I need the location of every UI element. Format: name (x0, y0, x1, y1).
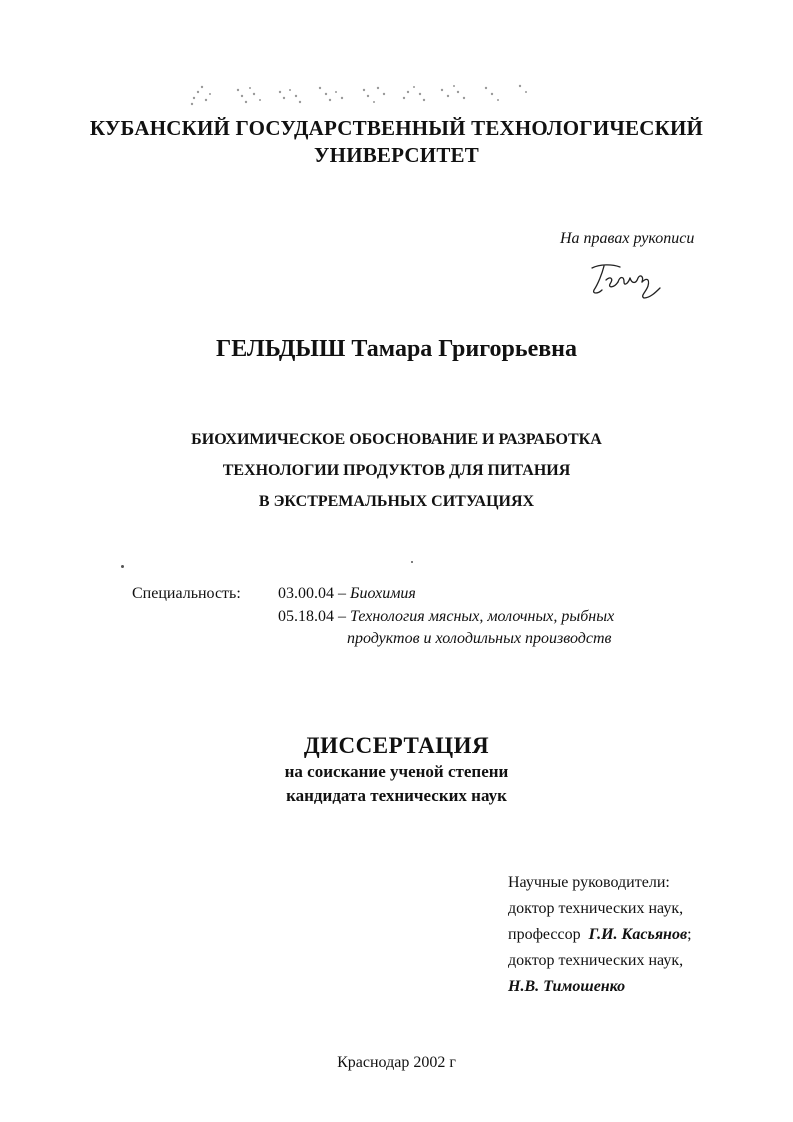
dissertation-degree-line-2: кандидата технических наук (286, 786, 507, 805)
specialty-dash: – (334, 585, 350, 602)
university-line-1: КУБАНСКИЙ ГОСУДАРСТВЕННЫЙ ТЕХНОЛОГИЧЕСКИЙ (89, 116, 704, 140)
title-line-1: БИОХИМИЧЕСКОЕ ОБОСНОВАНИЕ И РАЗРАБОТКА (191, 431, 602, 448)
scan-speck (121, 565, 124, 568)
specialty-item (278, 607, 614, 627)
stamp-number-mark (180, 78, 540, 112)
specialty-continuation: продуктов и холодильных производств (347, 630, 612, 647)
title-line-2: ТЕХНОЛОГИИ ПРОДУКТОВ ДЛЯ ПИТАНИЯ (222, 462, 571, 479)
specialty-name: Биохимия (350, 585, 416, 602)
specialty-code: 03.00.04 (278, 585, 334, 602)
supervisor-1-line (508, 922, 778, 948)
specialty-code: 05.18.04 (278, 608, 334, 625)
dissertation-heading: ДИССЕРТАЦИЯ (303, 733, 490, 758)
supervisor-1-degree: доктор технических наук, (508, 900, 684, 917)
dissertation-title (0, 424, 793, 517)
specialty-name: Технология мясных, молочных, рыбных (350, 608, 615, 625)
university-name (0, 115, 793, 169)
author-name: ГЕЛЬДЫШ Тамара Григорьевна (215, 336, 578, 362)
specialty-dash: – (334, 608, 350, 625)
handwritten-signature (586, 258, 666, 302)
dissertation-block (0, 732, 793, 808)
place-and-year: Краснодар 2002 г (337, 1054, 456, 1071)
supervisor-2-name: Н.В. Тимошенко (508, 978, 626, 995)
specialty-label: Специальность: (132, 585, 241, 602)
university-line-2: УНИВЕРСИТЕТ (314, 143, 479, 167)
supervisors-block (508, 870, 778, 1000)
supervisors-label: Научные руководители: (508, 874, 670, 891)
supervisor-1-suffix: ; (687, 926, 692, 943)
supervisor-2-degree: доктор технических наук, (508, 952, 684, 969)
manuscript-note: На правах рукописи (560, 230, 695, 247)
scan-speck (411, 561, 413, 563)
dissertation-degree-line-1: на соискание ученой степени (284, 762, 509, 781)
title-line-3: В ЭКСТРЕМАЛЬНЫХ СИТУАЦИЯХ (258, 493, 535, 510)
supervisor-1-name: Г.И. Касьянов (588, 926, 688, 943)
supervisor-1-title: профессор (508, 926, 581, 943)
specialty-item (278, 584, 416, 604)
